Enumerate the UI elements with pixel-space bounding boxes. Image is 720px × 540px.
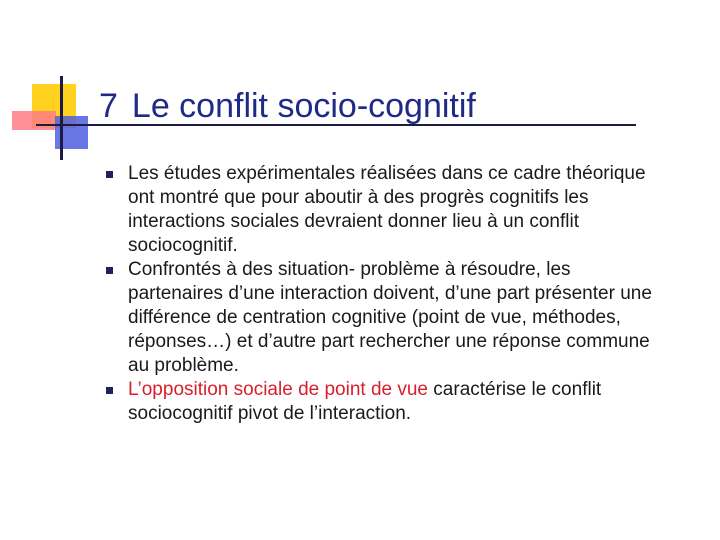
logo-red-bar (12, 111, 56, 130)
slide-title-text: Le conflit socio-cognitif (131, 87, 476, 125)
logo-vertical-line (60, 76, 63, 160)
square-bullet-icon (106, 171, 113, 178)
slide-title-number: 7 (99, 87, 118, 125)
bullet-text: Confrontés à des situation- problème à résoudre, les partenaires d’une interaction doivent, d’une part présenter une différence de centration cognitive (point de vue, méthodes, réponses…) et d’autre part rechercher une réponse commune au problème. (128, 259, 652, 376)
square-bullet-icon (106, 267, 113, 274)
square-bullet-icon (106, 387, 113, 394)
bullet-item-2 (0, 258, 668, 378)
slide-title (99, 84, 476, 128)
bullet-text: caractérise le conflit sociocognitif pivot de l’interaction. (128, 379, 602, 424)
bullet-list (0, 162, 668, 426)
bullet-highlight-text: L’opposition sociale de point de vue (128, 379, 429, 400)
bullet-item-3 (0, 378, 668, 426)
bullet-item-1 (0, 162, 668, 258)
bullet-text: Les études expérimentales réalisées dans ce cadre théorique ont montré que pour aboutir à des progrès cognitifs les interactions sociales devraient donner lieu à un conflit sociocognitif. (128, 163, 646, 256)
